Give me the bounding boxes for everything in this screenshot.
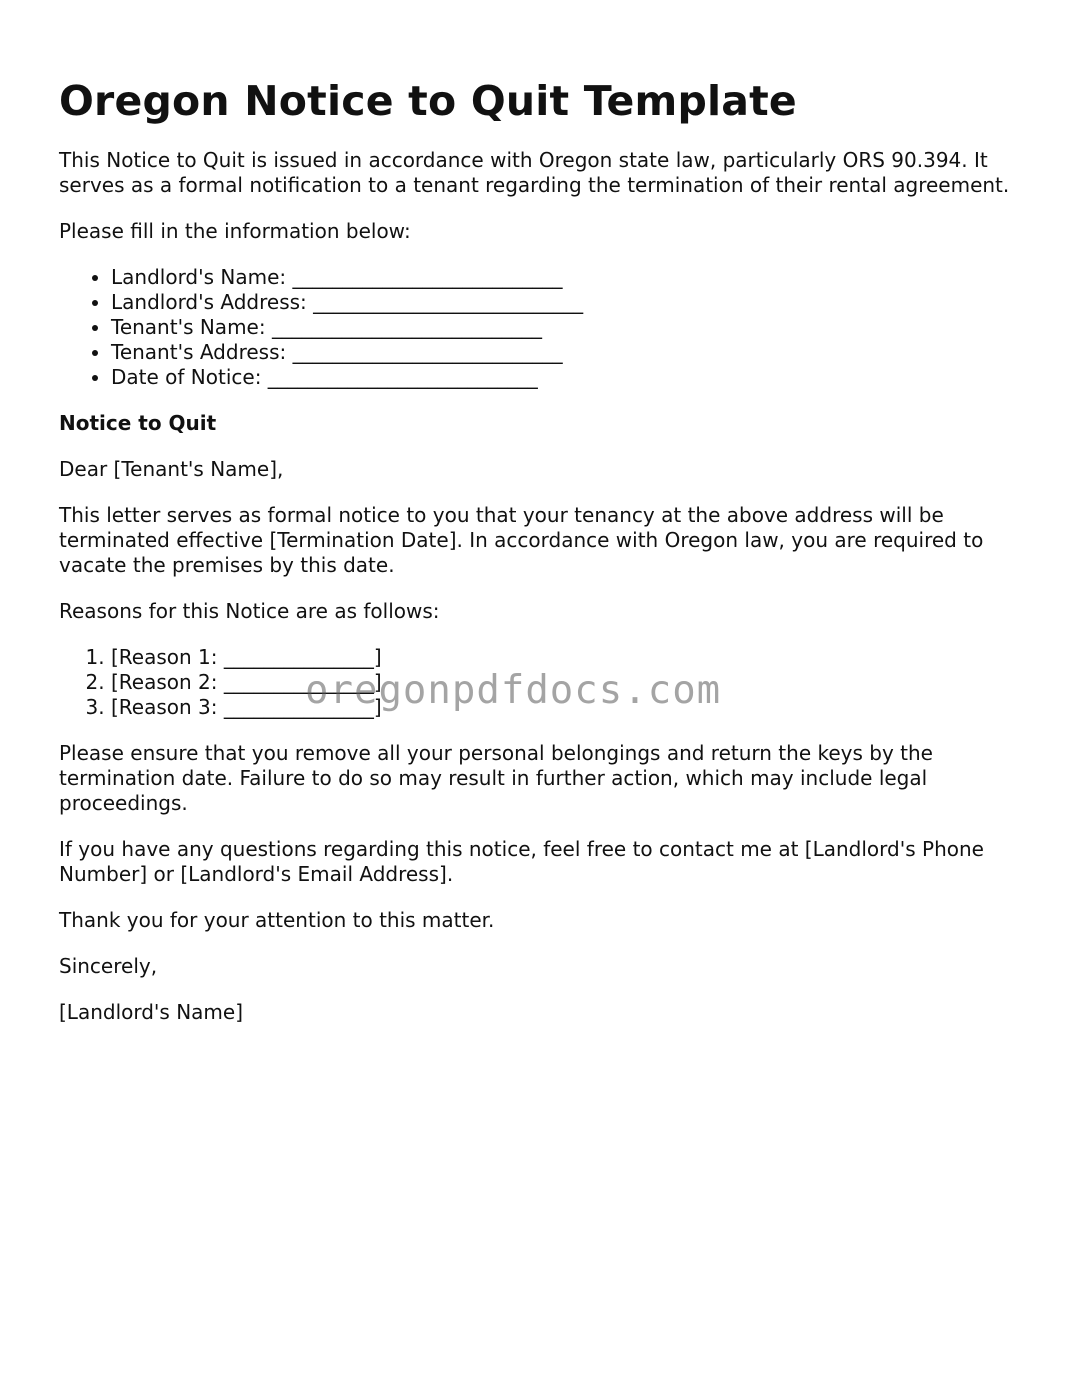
field-tenant-name: • Tenant's Name: ___________________________ <box>111 315 1019 340</box>
closing-line: Sincerely, <box>59 954 158 978</box>
contact-paragraph: If you have any questions regarding this notice, feel free to contact me at [Landlord's Phone Number] or [Landlord's Email Address]. <box>59 837 984 886</box>
field-landlord-address: • Landlord's Address: ___________________________ <box>111 290 1019 315</box>
salutation: Dear [Tenant's Name], <box>59 457 284 481</box>
belongings-paragraph: Please ensure that you remove all your personal belongings and return the keys by the termination date. Failure to do so may result in further action, which may include legal proceedings. <box>59 741 933 815</box>
reason-item-1: 1. [Reason 1: _______________] <box>111 645 1019 670</box>
thanks-line: Thank you for your attention to this matter. <box>59 908 495 932</box>
fill-prompt: Please fill in the information below: <box>59 219 411 243</box>
field-tenant-address: • Tenant's Address: ___________________________ <box>111 340 1019 365</box>
signature-line: [Landlord's Name] <box>59 1000 244 1024</box>
reason-item-3: 3. [Reason 3: _______________] <box>111 695 1019 720</box>
reason-item-2: 2. [Reason 2: _______________] <box>111 670 1019 695</box>
page-title: Oregon Notice to Quit Template <box>59 77 797 125</box>
reasons-list <box>59 645 1019 720</box>
document <box>59 72 1019 1046</box>
fields-list <box>59 265 1019 390</box>
field-date-of-notice: • Date of Notice: ___________________________ <box>111 365 1019 390</box>
body-paragraph: This letter serves as formal notice to you that your tenancy at the above address will be terminated effective [Termination Date]. In accordance with Oregon law, you are required to vacate the premises by this date. <box>59 503 984 577</box>
intro-paragraph: This Notice to Quit is issued in accordance with Oregon state law, particularly ORS 90.394. It serves as a formal notification to a tenant regarding the termination of their rental agreement. <box>59 148 1010 197</box>
reasons-intro: Reasons for this Notice are as follows: <box>59 599 440 623</box>
section-title: Notice to Quit <box>59 411 217 435</box>
watermark: oregonpdfdocs.com <box>305 668 722 713</box>
field-landlord-name: • Landlord's Name: ___________________________ <box>111 265 1019 290</box>
